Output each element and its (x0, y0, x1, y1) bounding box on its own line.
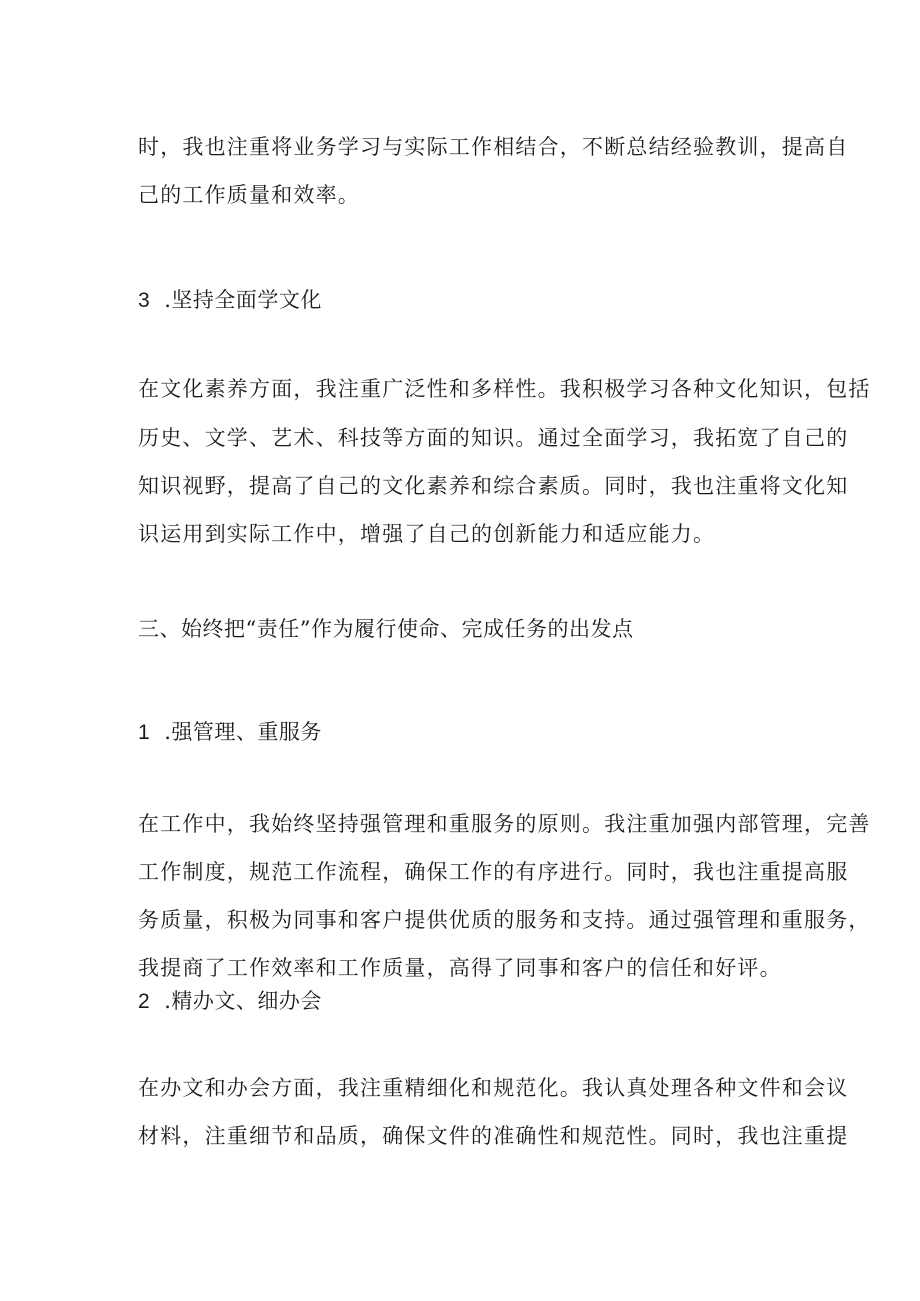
heading-number: 2 (138, 990, 151, 1013)
paragraph-line: 己的工作质量和效率。 (138, 183, 360, 207)
subsection-heading-3 (138, 285, 322, 316)
heading-number: 1 (138, 721, 151, 744)
heading-number: 3 (138, 289, 151, 312)
subsection-heading-2 (138, 986, 322, 1017)
paragraph-line: 材料，注重细节和品质，确保文件的准确性和规范性。同时，我也注重提 (138, 1124, 849, 1148)
section-title: 三、始终把“责任”作为履行使命、完成任务的出发点 (138, 617, 634, 641)
paragraph-line: 我提商了工作效率和工作质量，高得了同事和客户的信任和好评。 (138, 956, 782, 980)
paragraph-line: 在办文和办会方面，我注重精细化和规范化。我认真处理各种文件和会议 (138, 1076, 849, 1100)
paragraph-line: 在工作中，我始终坚持强管理和重服务的原则。我注重加强内部管理，完善 (138, 812, 871, 836)
subsection-heading-1 (138, 717, 322, 748)
paragraph-line: 历史、文学、艺术、科技等方面的知识。通过全面学习，我拓宽了自己的 (138, 426, 849, 450)
paragraph-line: 知识视野，提高了自己的文化素养和综合素质。同时，我也注重将文化知 (138, 474, 849, 498)
paragraph-line: 在文化素养方面，我注重广泛性和多样性。我积极学习各种文化知识，包括 (138, 377, 871, 401)
paragraph-line: 工作制度，规范工作流程，确保工作的有序进行。同时，我也注重提高服 (138, 860, 849, 884)
heading-text: .精办文、细办会 (164, 989, 322, 1013)
heading-text: .强管理、重服务 (164, 720, 322, 744)
paragraph-line: 时，我也注重将业务学习与实际工作相结合，不断总结经验教训，提高自 (138, 135, 849, 159)
paragraph-line: 务质量，积极为同事和客户提供优质的服务和支持。通过强管理和重服务， (138, 908, 871, 932)
paragraph-line: 识运用到实际工作中，增强了自己的创新能力和适应能力。 (138, 522, 716, 546)
heading-text: .坚持全面学文化 (164, 288, 322, 312)
